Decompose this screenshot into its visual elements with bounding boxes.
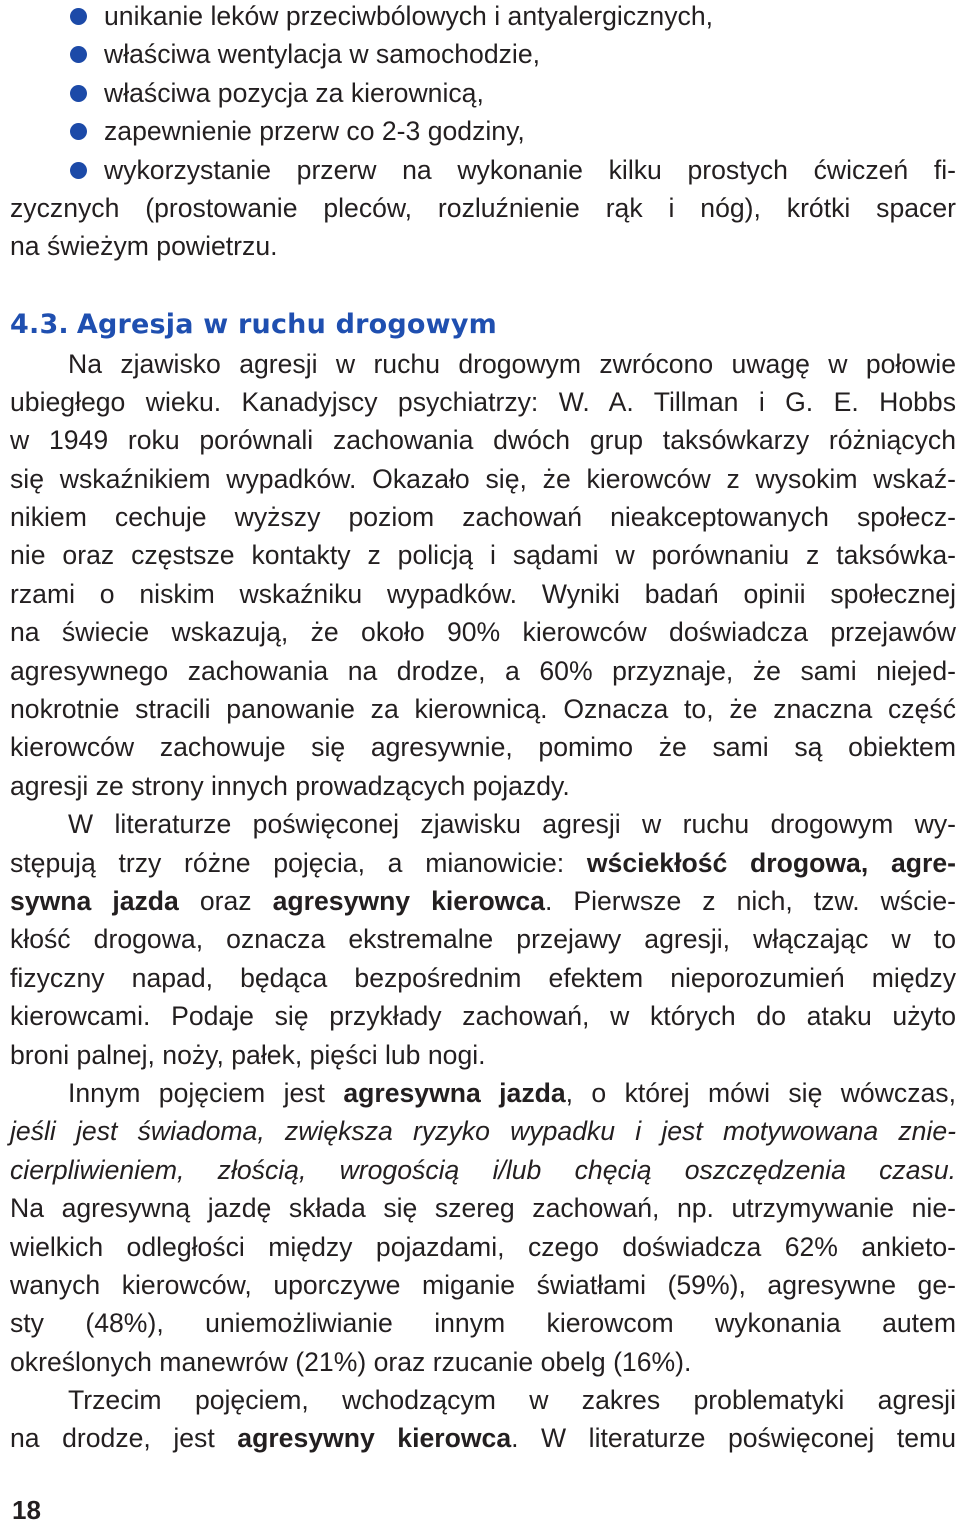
text-span: na drodze, jest	[10, 1423, 238, 1454]
paragraph-line	[10, 1112, 956, 1150]
paragraph-line: w 1949 roku porównali zachowania dwóch grup taksówkarzy różniących	[10, 425, 956, 456]
list-item	[10, 35, 956, 73]
paragraph-line: agresji ze strony innych prowadzących pojazdy.	[10, 770, 570, 801]
bullet-icon	[70, 123, 87, 140]
list-item-text: unikanie leków przeciwbólowych i antyalergicznych,	[104, 1, 713, 31]
italic-text: cierpliwieniem, złością, wrogością i/lub chęcią oszczędzenia czasu.	[10, 1154, 956, 1185]
list-item-text: właściwa wentylacja w samochodzie,	[104, 39, 541, 70]
paragraph-line: wielkich odległości między pojazdami, czego doświadcza 62% ankieto-	[10, 1231, 956, 1262]
bullet-icon	[70, 8, 87, 25]
paragraph-line: fizyczny napad, będąca bezpośrednim efektem nieporozumień między	[10, 962, 956, 993]
paragraph-line: nie oraz częstsze kontakty z policją i sądami w porównaniu z taksówka-	[10, 540, 956, 571]
list-item-text: wykorzystanie przerw na wykonanie kilku prostych ćwiczeń fi-	[104, 154, 956, 185]
paragraph-line: Trzecim pojęciem, wchodzącym w zakres problematyki agresji	[68, 1385, 956, 1416]
paragraph-line: sty (48%), uniemożliwianie innym kierowcom wykonania autem	[10, 1308, 956, 1339]
paragraph-line	[10, 882, 956, 920]
list-item-text: zapewnienie przerw co 2-3 godziny,	[104, 116, 525, 147]
list-item	[10, 0, 956, 35]
paragraph-line: Na zjawisko agresji w ruchu drogowym zwrócono uwagę w połowie	[68, 348, 956, 379]
list-item	[10, 151, 956, 189]
paragraph-line: określonych manewrów (21%) oraz rzucanie obelg (16%).	[10, 1346, 692, 1377]
paragraph-line	[10, 1074, 956, 1112]
section-heading	[10, 304, 956, 344]
bold-term: agresywna jazda	[343, 1077, 566, 1108]
text-span: . W literaturze poświęconej temu	[511, 1423, 956, 1454]
paragraph-line: kierowców zachowuje się agresywnie, pomimo że sami są obiektem	[10, 732, 956, 763]
paragraph-line: nokrotnie stracili panowanie za kierownicą. Oznacza to, że znaczna część	[10, 694, 956, 725]
paragraph-line	[10, 1419, 956, 1457]
spacer	[10, 266, 956, 304]
paragraph-line: rzami o niskim wskaźniku wypadków. Wyniki badań opinii społecznej	[10, 578, 956, 609]
page-number: 18	[12, 1495, 41, 1525]
paragraph-line: W literaturze poświęconej zjawisku agresji w ruchu drogowym wy-	[68, 809, 956, 840]
paragraph-line: się wskaźnikiem wypadków. Okazało się, że kierowców z wysokim wskaź-	[10, 463, 956, 494]
bold-term: agresywny kierowca	[237, 1423, 512, 1454]
body-text	[10, 0, 956, 1458]
text-span: . Pierwsze z nich, tzw. wście-	[544, 885, 956, 916]
paragraph-line	[10, 1151, 956, 1189]
list-item-continuation: na świeżym powietrzu.	[10, 231, 278, 262]
text-span: stępują trzy różne pojęcia, a mianowicie:	[10, 847, 587, 878]
paragraph-line: kłość drogowa, oznacza ekstremalne przejawy agresji, włączając w to	[10, 924, 956, 955]
paragraph-line: nikiem cechuje wyższy poziom zachowań nieakceptowanych społecz-	[10, 502, 956, 533]
paragraph-line: Na agresywną jazdę składa się szereg zachowań, np. utrzymywanie nie-	[10, 1193, 956, 1224]
paragraph-line	[10, 844, 956, 882]
paragraph-line: kierowcami. Podaje się przykłady zachowań, w których do ataku użyto	[10, 1001, 956, 1032]
text-span: Innym pojęciem jest	[68, 1077, 344, 1108]
text-span: oraz	[178, 885, 273, 916]
section-number: 4.3.	[10, 309, 69, 341]
bold-term: wściekłość drogowa, agre-	[586, 847, 956, 878]
bullet-icon	[70, 85, 87, 102]
paragraph-line: agresywnego zachowania na drodze, a 60% przyznaje, że sami niejed-	[10, 655, 956, 686]
bold-term: agresywny kierowca	[272, 885, 545, 916]
paragraph-line: ubiegłego wieku. Kanadyjscy psychiatrzy: W. A. Tillman i G. E. Hobbs	[10, 386, 956, 417]
text-span: , o której mówi się wówczas,	[565, 1077, 956, 1108]
list-item	[10, 74, 956, 112]
italic-text: jeśli jest świadoma, zwiększa ryzyko wypadku i jest motywowana znie-	[10, 1116, 956, 1147]
bullet-icon	[70, 162, 87, 179]
bold-term: sywna jazda	[10, 885, 179, 916]
paragraph-line: wanych kierowców, uporczywe miganie światłami (59%), agresywne ge-	[10, 1269, 956, 1300]
list-item-text: właściwa pozycja za kierownicą,	[104, 77, 484, 108]
list-item-continuation: zycznych (prostowanie pleców, rozluźnienie rąk i nóg), krótki spacer	[10, 192, 956, 223]
paragraph-line: na świecie wskazują, że około 90% kierowców doświadcza przejawów	[10, 617, 956, 648]
section-title: Agresja w ruchu drogowym	[76, 309, 497, 341]
list-item	[10, 112, 956, 150]
bullet-icon	[70, 46, 87, 63]
paragraph-line: broni palnej, noży, pałek, pięści lub nogi.	[10, 1039, 486, 1070]
